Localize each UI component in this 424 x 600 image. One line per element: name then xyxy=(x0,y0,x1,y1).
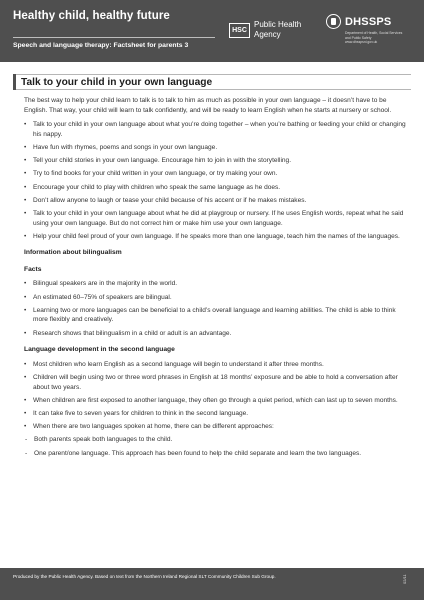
page-footer xyxy=(0,568,424,600)
footer-code: 02/11 xyxy=(402,574,407,584)
factsheet-subtitle: Speech and language therapy: Factsheet for parents 3 xyxy=(13,42,189,49)
dhssps-line1: Department of Health, Social Services xyxy=(345,31,403,35)
hsc-logo-line2: Agency xyxy=(254,30,281,39)
list-item: - Both parents speak both languages to the child. xyxy=(24,435,406,445)
list-item: • Have fun with rhymes, poems and songs in your own language. xyxy=(24,143,406,153)
dhssps-line3: www.dhsspsni.gov.uk xyxy=(345,40,378,44)
list-item: • When children are first exposed to another language, they often go through a quiet period, which can last up to seven months. xyxy=(24,396,406,406)
list-item: • When there are two languages spoken at home, there can be different approaches: xyxy=(24,422,406,432)
factsheet-body xyxy=(24,96,406,462)
list-item: • It can take five to seven years for children to think in the second language. xyxy=(24,409,406,419)
factsheet-series-title: Healthy child, healthy future xyxy=(13,10,170,22)
facts-list xyxy=(24,279,406,338)
hsc-logo-mark: HSC xyxy=(229,23,250,38)
list-item: • Talk to your child in your own language about what he did at playgroup or nursery. If he uses English words, repeat what he said using your own language. But do not correct him or make him use your own language. xyxy=(24,209,406,228)
hsc-public-health-agency-logo xyxy=(229,20,301,40)
intro-paragraph: The best way to help your child learn to talk is to talk to him as much as possible in your own language – it doesn’t have to be English. That way, your child will learn to talk confidently, and will be ready to learn English when he starts at nursery or school. xyxy=(24,97,392,114)
list-item: • Tell your child stories in your own language. Encourage him to join in with the storytelling. xyxy=(24,156,406,166)
dhssps-logo-small-text xyxy=(345,31,415,45)
bilingualism-heading: Information about bilingualism xyxy=(24,249,122,257)
footer-credit: Produced by the Public Health Agency. Based on text from the Northern Ireland Regional SLT Community Children Sub Group. xyxy=(13,574,276,579)
section-heading-bar xyxy=(13,74,16,90)
page-header xyxy=(0,0,424,62)
dhssps-logo-name: DHSSPS xyxy=(345,15,392,28)
tips-list xyxy=(24,120,406,241)
list-item: • Most children who learn English as a second language will begin to understand it after three months. xyxy=(24,360,406,370)
list-item: • Bilingual speakers are in the majority in the world. xyxy=(24,279,406,289)
list-item: • Talk to your child in your own language about what you’re doing together – when you’re bathing or feeding your child or changing his nappy. xyxy=(24,120,406,139)
list-item: • Children will begin using two or three word phrases in English at 18 months’ exposure and be able to hold a conversation after about two years. xyxy=(24,373,406,392)
facts-heading: Facts xyxy=(24,265,42,273)
list-item: • Research shows that bilingualism in a child or adult is an advantage. xyxy=(24,329,406,339)
dhssps-line2: and Public Safety xyxy=(345,35,372,40)
approaches-list xyxy=(24,435,406,458)
dhssps-logo xyxy=(326,14,415,45)
hsc-logo-text xyxy=(254,20,301,40)
list-item: • Don’t allow anyone to laugh or tease your child because of his accent or if he makes mistakes. xyxy=(24,196,406,206)
list-item: • Encourage your child to play with children who speak the same language as he does. xyxy=(24,183,406,193)
hsc-logo-line1: Public Health xyxy=(254,20,302,29)
second-language-heading: Language development in the second language xyxy=(24,346,175,354)
crest-icon xyxy=(326,14,341,29)
list-item: - One parent/one language. This approach has been found to help the child separate and learn the two languages. xyxy=(24,449,406,459)
section-title: Talk to your child in your own language xyxy=(21,77,213,88)
list-item: • Learning two or more languages can be beneficial to a child’s overall language and learning abilities. The child is able to think more flexibly and creatively. xyxy=(24,306,406,325)
section-heading xyxy=(13,74,411,90)
list-item: • Help your child feel proud of your own language. If he speaks more than one language, teach him the names of the languages. xyxy=(24,232,406,242)
header-divider xyxy=(13,37,215,38)
list-item: • Try to find books for your child written in your own language, or try making your own. xyxy=(24,169,406,179)
list-item: • An estimated 60–75% of speakers are bilingual. xyxy=(24,293,406,303)
development-list xyxy=(24,360,406,432)
